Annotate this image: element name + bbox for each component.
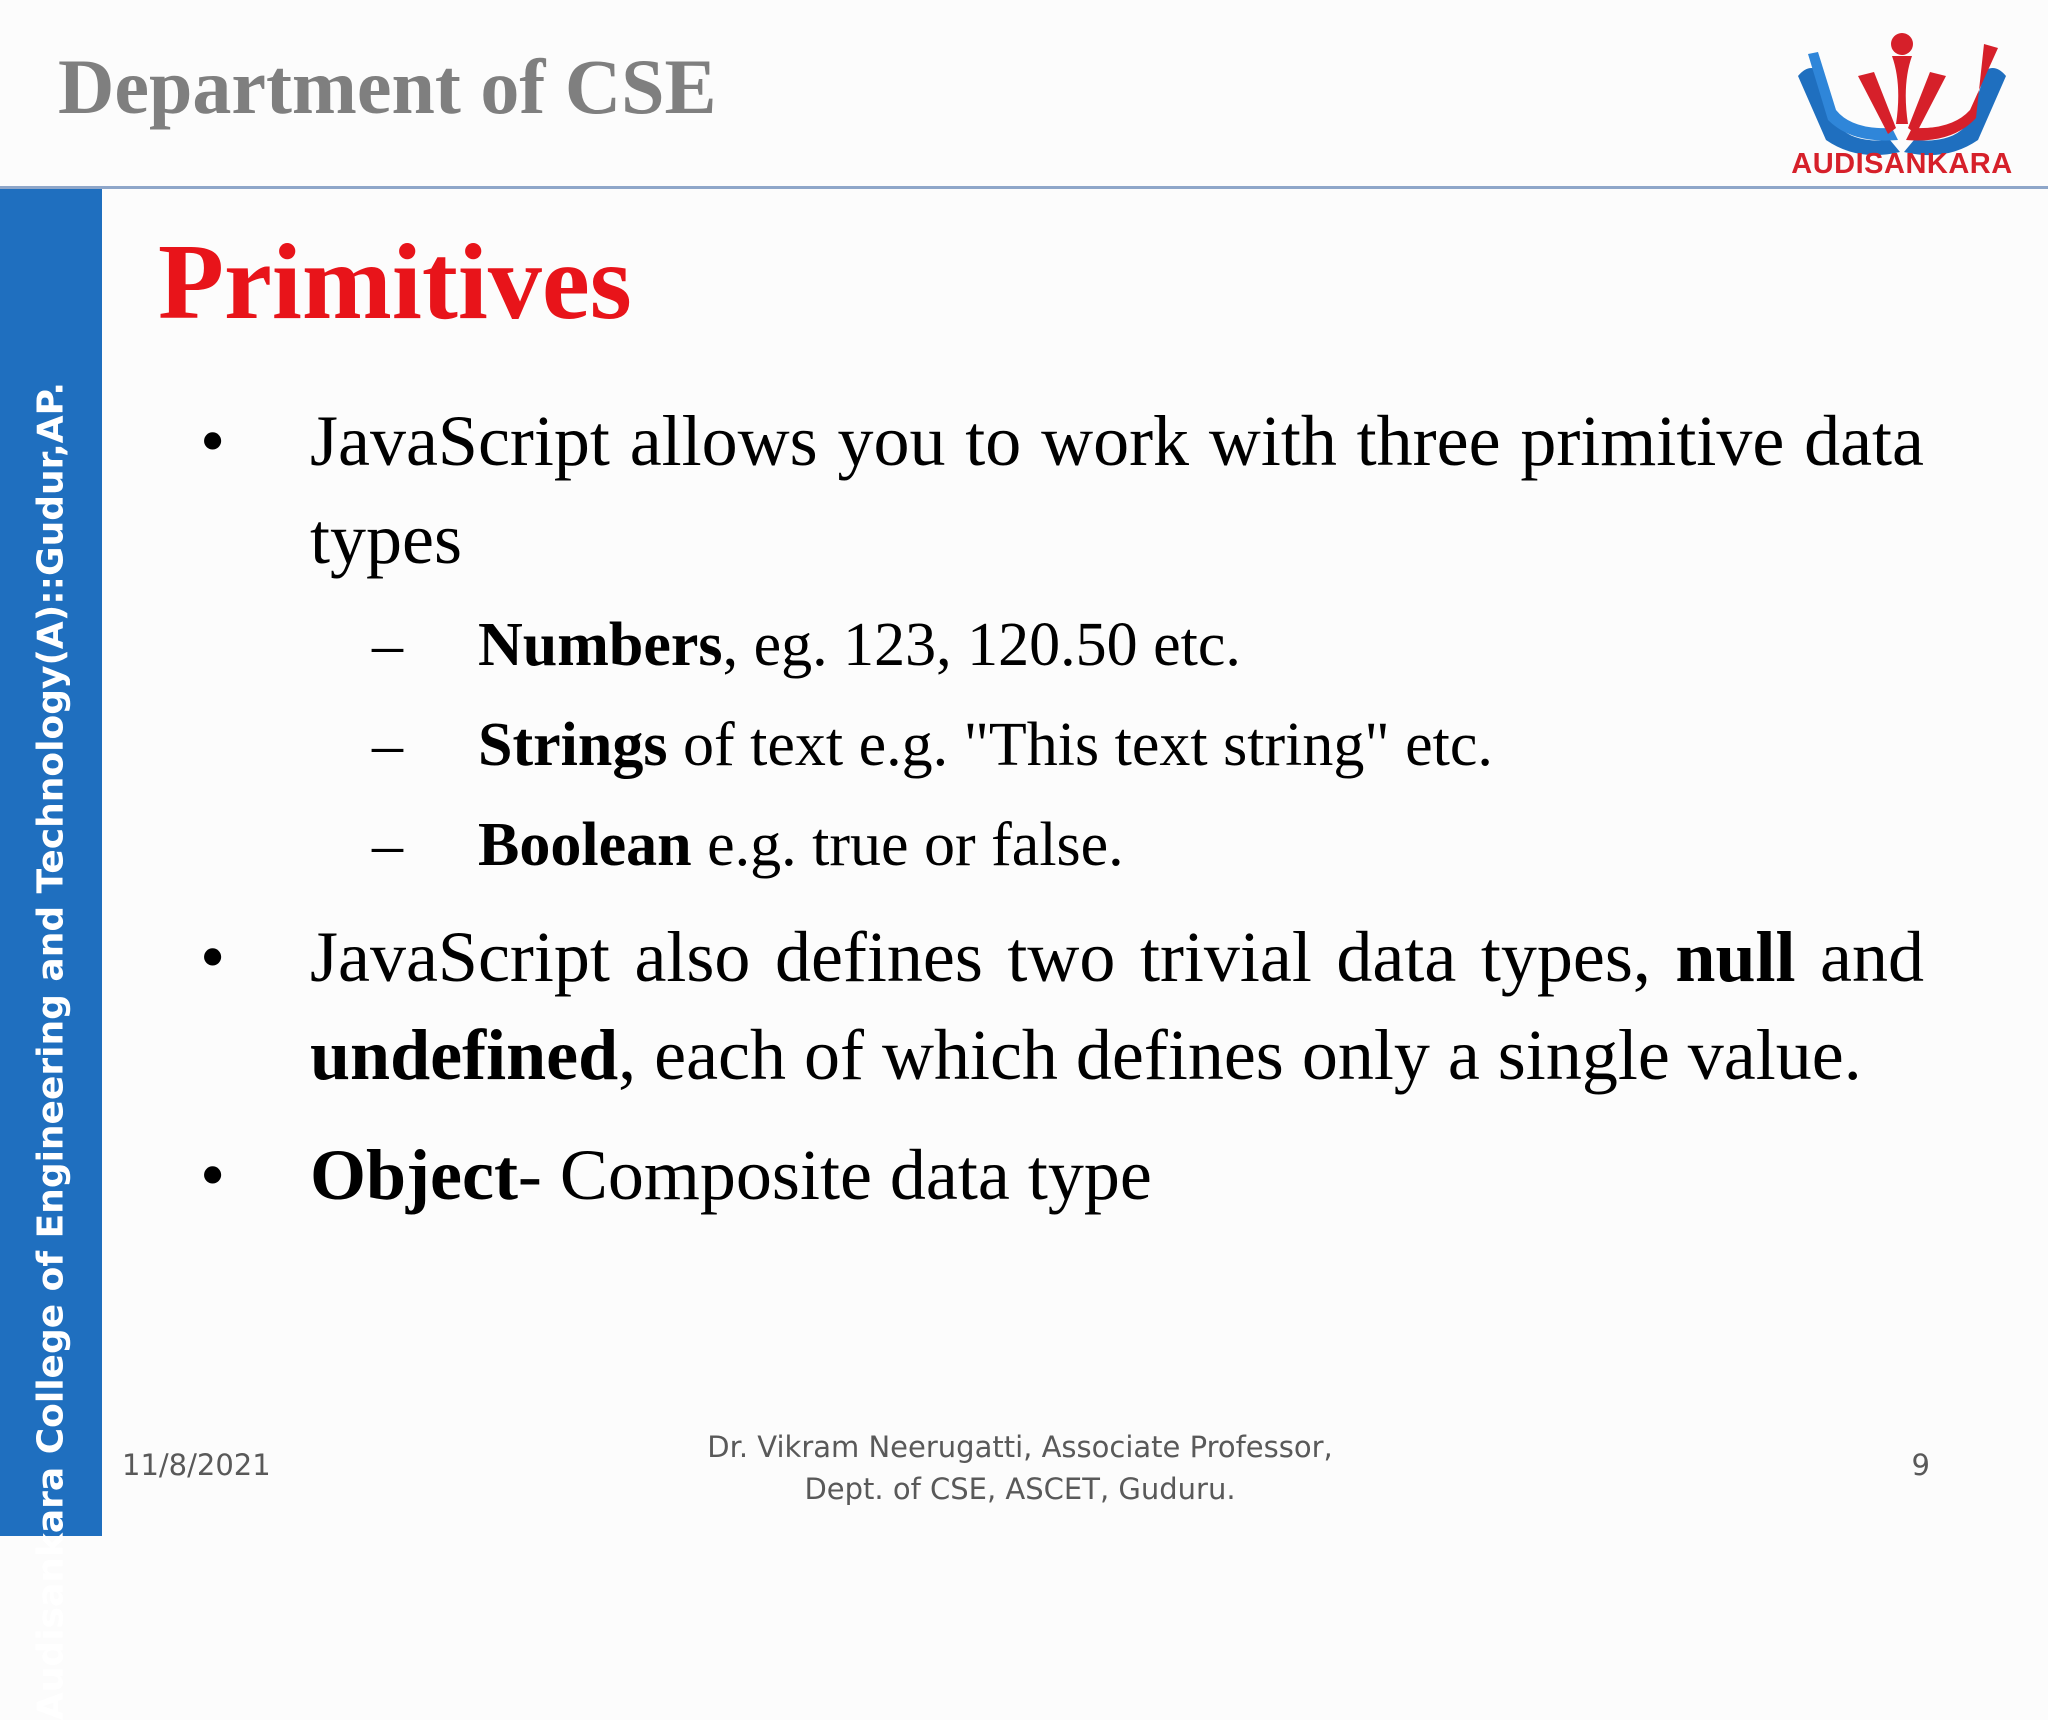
bullet-marker: • — [200, 917, 226, 997]
footer-author — [640, 1426, 1400, 1510]
sub-item-rest: , eg. 123, 120.50 etc. — [722, 611, 1241, 679]
bullet-marker: • — [200, 401, 226, 481]
sub-item-text — [478, 596, 1924, 694]
term-object: Object — [310, 1135, 518, 1215]
author-line-1: Dr. Vikram Neerugatti, Associate Professor, — [707, 1430, 1333, 1464]
term-undefined: undefined — [310, 1015, 619, 1095]
text-segment: and — [1795, 917, 1924, 997]
term-null: null — [1675, 917, 1796, 997]
dash-marker: – — [372, 611, 403, 679]
sub-item-rest: of text e.g. "This text string" etc. — [667, 711, 1493, 779]
footer-date: 11/8/2021 — [122, 1448, 271, 1482]
text-segment: JavaScript also defines two trivial data types, — [310, 917, 1676, 997]
slide-content — [200, 392, 1924, 1224]
bullet-text — [310, 908, 1924, 1104]
bullet-item — [200, 1126, 1924, 1224]
college-name: Audisankara College of Engineering and Technology(A)::Gudur,AP. — [30, 381, 72, 1720]
sub-list-item — [372, 596, 1924, 694]
text-segment: - Composite data type — [517, 1135, 1152, 1215]
term-boolean: Boolean — [478, 811, 692, 879]
dash-marker: – — [372, 811, 403, 879]
sub-list-item — [372, 696, 1924, 794]
bullet-item — [200, 392, 1924, 588]
slide-title: Primitives — [158, 223, 632, 342]
department-header: Department of CSE — [58, 43, 717, 130]
bullet-text — [310, 1126, 1924, 1224]
sidebar-band — [0, 189, 102, 1720]
sub-item-text — [478, 696, 1924, 794]
bullet-item — [200, 908, 1924, 1104]
sub-list-item — [372, 796, 1924, 894]
page-number: 9 — [1911, 1448, 1930, 1482]
text-segment: , each of which defines only a single value. — [618, 1015, 1862, 1095]
sub-list — [372, 596, 1924, 894]
sub-item-text — [478, 796, 1924, 894]
header-divider — [0, 186, 2048, 189]
sub-item-rest: e.g. true or false. — [691, 811, 1124, 879]
term-strings: Strings — [478, 711, 668, 779]
bullet-marker: • — [200, 1135, 226, 1215]
dash-marker: – — [372, 711, 403, 779]
logo-wordmark: AUDISANKARA — [1791, 148, 2013, 180]
author-line-2: Dept. of CSE, ASCET, Guduru. — [804, 1472, 1236, 1506]
bullet-text: JavaScript allows you to work with three primitive data types — [310, 401, 1924, 579]
term-numbers: Numbers — [478, 611, 723, 679]
